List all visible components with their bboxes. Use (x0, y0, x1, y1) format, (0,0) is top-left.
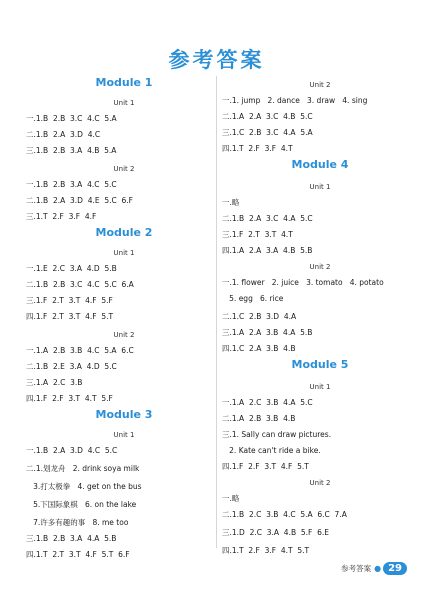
answer-line: 四.1.T 2.F 3.F 4.T (222, 144, 293, 153)
answer-line: 二.1.B 2.A 3.D 4.C (26, 130, 101, 139)
unit-heading: Unit 2 (113, 165, 135, 173)
answer-line: 四.1.F 2.T 3.T 4.F 5.T (26, 312, 114, 321)
answer-line: 三.1.T 2.F 3.F 4.F (26, 212, 97, 221)
unit-heading: Unit 2 (309, 263, 331, 271)
answer-line: 一.1.A 2.B 3.B 4.C 5.A 6.C (26, 346, 134, 355)
answer-line: 一.1.E 2.C 3.A 4.D 5.B (26, 264, 117, 273)
module-heading: Module 2 (95, 226, 153, 239)
unit-heading: Unit 2 (113, 331, 135, 339)
answer-line: 三.1.D 2.C 3.A 4.B 5.F 6.E (222, 528, 329, 537)
answer-line: 二.1.A 2.B 3.B 4.B (222, 414, 296, 423)
answer-line: 一.1. jump 2. dance 3. draw 4. sing (222, 96, 368, 105)
answer-line: 7.许多有趣的事 8. me too (26, 518, 129, 527)
module-heading: Module 1 (95, 76, 153, 89)
answer-line: 四.1.C 2.A 3.B 4.B (222, 344, 296, 353)
answer-line: 四.1.A 2.A 3.A 4.B 5.B (222, 246, 313, 255)
answer-line: 三.1.B 2.B 3.A 4.B 5.A (26, 146, 117, 155)
unit-heading: Unit 1 (113, 431, 135, 439)
column-divider (216, 76, 217, 548)
answer-line: 四.1.T 2.F 3.F 4.T 5.T (222, 546, 310, 555)
module-heading: Module 4 (291, 158, 349, 171)
answer-line: 二.1.B 2.B 3.C 4.C 5.C 6.A (26, 280, 134, 289)
answer-line: 三.1.A 2.C 3.B (26, 378, 83, 387)
footer-bullet-icon: ● (374, 564, 382, 573)
answer-line: 一.略 (222, 494, 240, 503)
page-footer (341, 562, 407, 575)
unit-heading: Unit 2 (309, 81, 331, 89)
answer-line: 三.1.A 2.A 3.B 4.A 5.B (222, 328, 313, 337)
page-number-badge: 29 (383, 562, 407, 575)
answer-line: 二.1.C 2.B 3.D 4.A (222, 312, 297, 321)
unit-heading: Unit 1 (113, 249, 135, 257)
answer-line: 三.1.F 2.T 3.T 4.T (222, 230, 293, 239)
answer-line: 四.1.F 2.F 3.T 4.T 5.F (26, 394, 113, 403)
answer-line: 三.1. Sally can draw pictures. (222, 430, 332, 439)
answer-line: 2. Kate can't ride a bike. (222, 446, 321, 455)
answer-line: 一.1. flower 2. juice 3. tomato 4. potato (222, 278, 384, 287)
answer-line: 3.打太极拳 4. get on the bus (26, 482, 142, 491)
answer-line: 一.1.B 2.A 3.D 4.C 5.C (26, 446, 118, 455)
answer-line: 二.1.B 2.A 3.C 4.A 5.C (222, 214, 313, 223)
answer-line: 三.1.B 2.B 3.A 4.A 5.B (26, 534, 117, 543)
module-heading: Module 3 (95, 408, 153, 421)
unit-heading: Unit 2 (309, 479, 331, 487)
answer-line: 三.1.C 2.B 3.C 4.A 5.A (222, 128, 313, 137)
answer-line: 一.1.B 2.B 3.A 4.C 5.C (26, 180, 117, 189)
module-heading: Module 5 (291, 358, 349, 371)
unit-heading: Unit 1 (309, 183, 331, 191)
answer-line: 二.1.划龙舟 2. drink soya milk (26, 464, 140, 473)
answer-line: 5. egg 6. rice (222, 294, 284, 303)
unit-heading: Unit 1 (113, 99, 135, 107)
answer-line: 一.1.B 2.B 3.C 4.C 5.A (26, 114, 117, 123)
answer-line: 二.1.B 2.C 3.B 4.C 5.A 6.C 7.A (222, 510, 347, 519)
answer-line: 四.1.F 2.F 3.T 4.F 5.T (222, 462, 309, 471)
answer-line: 二.1.B 2.A 3.D 4.E 5.C 6.F (26, 196, 133, 205)
footer-label: 参考答案 (341, 564, 372, 573)
answer-line: 二.1.A 2.A 3.C 4.B 5.C (222, 112, 313, 121)
answer-line: 二.1.B 2.E 3.A 4.D 5.C (26, 362, 117, 371)
answer-line: 三.1.F 2.T 3.T 4.F 5.F (26, 296, 113, 305)
page-title: 参考答案 (168, 48, 265, 72)
answer-line: 四.1.T 2.T 3.T 4.F 5.T 6.F (26, 550, 130, 559)
answer-line: 5.下国际象棋 6. on the lake (26, 500, 137, 509)
unit-heading: Unit 1 (309, 383, 331, 391)
answer-line: 一.略 (222, 198, 240, 207)
answer-line: 一.1.A 2.C 3.B 4.A 5.C (222, 398, 313, 407)
